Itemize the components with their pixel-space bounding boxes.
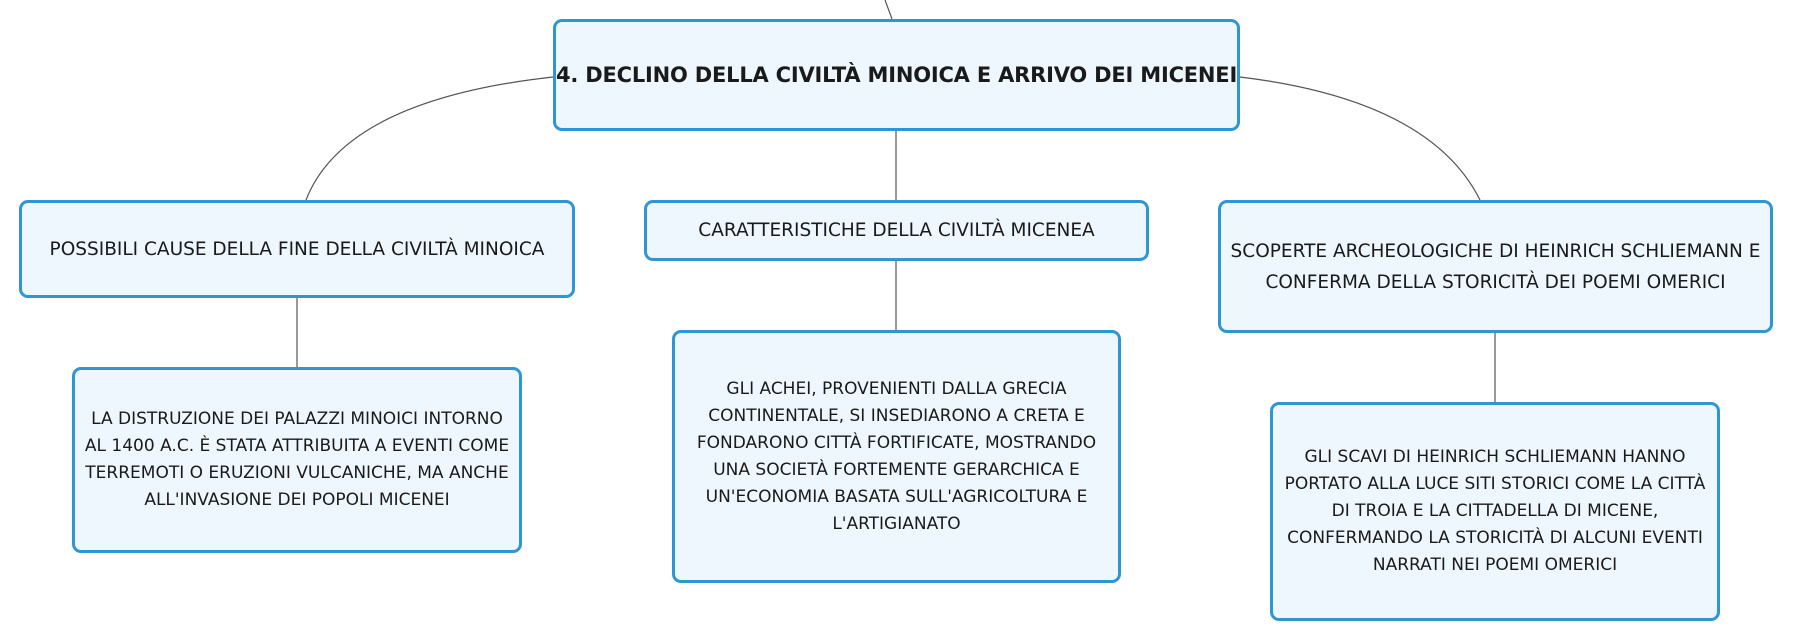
detail-topic-label: GLI ACHEI, PROVENIENTI DALLA GRECIA CONTINENTALE, SI INSEDIARONO A CRETA E FONDARONO CITTÀ FORTIFICATE, MOSTRANDO UNA SOCIETÀ FORTEMENTE GERARCHICA E UN'ECONOMIA BASATA SULL'AGRICOLTURA E L'ARTIGIANATO — [696, 378, 1097, 534]
branch-topic-mycenaean-characteristics[interactable] — [644, 200, 1149, 261]
root-topic[interactable] — [553, 19, 1240, 131]
connector-root-to-branch-schliemann — [1240, 77, 1480, 200]
branch-topic-label: SCOPERTE ARCHEOLOGICHE DI HEINRICH SCHLIEMANN E CONFERMA DELLA STORICITÀ DEI POEMI OMERICI — [1230, 240, 1761, 293]
branch-topic-schliemann-discoveries[interactable] — [1218, 200, 1773, 333]
connector-from-parent — [885, 0, 892, 19]
detail-topic-schliemann-discoveries[interactable] — [1270, 402, 1720, 621]
detail-topic-causes[interactable] — [72, 367, 522, 553]
detail-topic-label: GLI SCAVI DI HEINRICH SCHLIEMANN HANNO PORTATO ALLA LUCE SITI STORICI COME LA CITTÀ DI TROIA E LA CITTADELLA DI MICENE, CONFERMANDO LA STORICITÀ DI ALCUNI EVENTI NARRATI NEI POEMI OMERICI — [1284, 447, 1706, 575]
branch-topic-label: POSSIBILI CAUSE DELLA FINE DELLA CIVILTÀ MINOICA — [49, 238, 545, 260]
branch-topic-label: CARATTERISTICHE DELLA CIVILTÀ MICENEA — [698, 220, 1095, 241]
detail-topic-mycenaean-characteristics[interactable] — [672, 330, 1121, 583]
detail-topic-label: LA DISTRUZIONE DEI PALAZZI MINOICI INTORNO AL 1400 A.C. È STATA ATTRIBUITA A EVENTI COME TERREMOTI O ERUZIONI VULCANICHE, MA ANCHE ALL'INVASIONE DEI POPOLI MICENEI — [84, 409, 510, 510]
root-topic-label: 4. DECLINO DELLA CIVILTÀ MINOICA E ARRIVO DEI MICENEI — [555, 63, 1238, 87]
branch-topic-causes[interactable] — [19, 200, 575, 298]
connector-root-to-branch-causes — [306, 77, 553, 200]
